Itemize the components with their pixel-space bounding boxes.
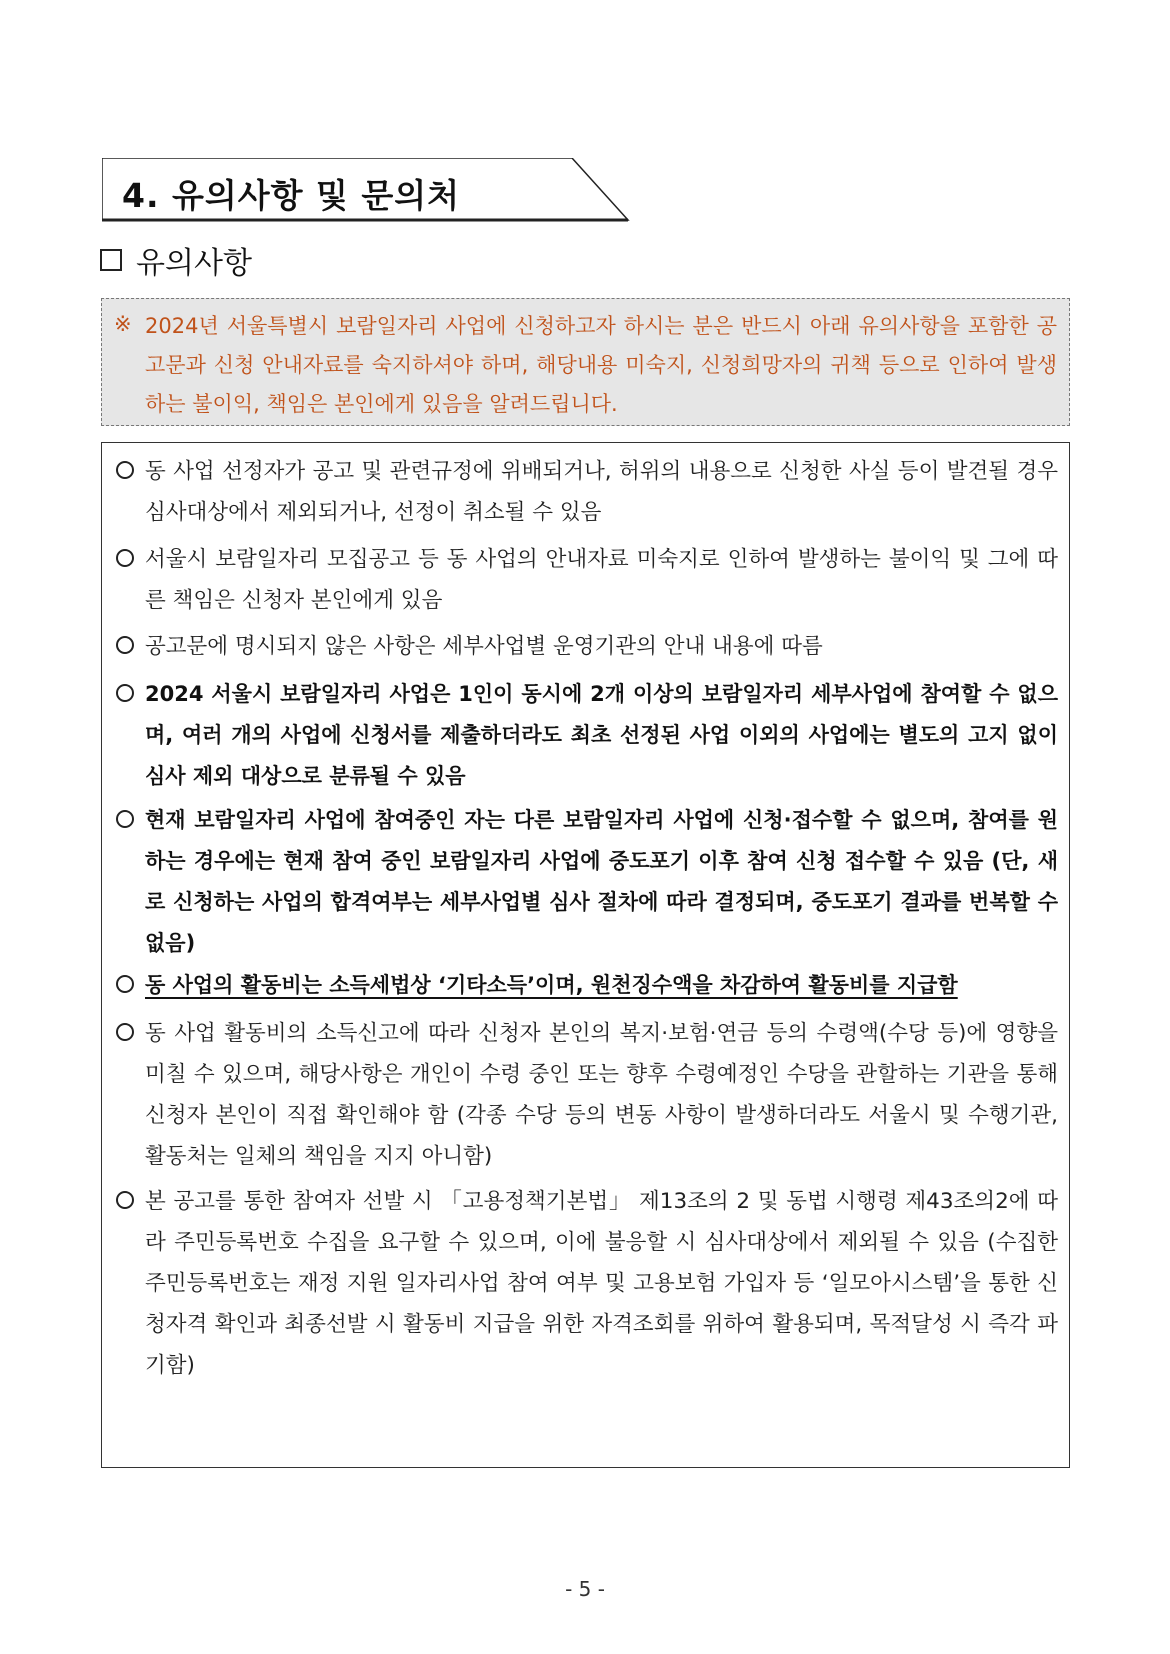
list-item (112, 965, 1058, 1006)
list-item (112, 539, 1058, 621)
list-item (112, 626, 1058, 667)
circle-bullet-icon (116, 975, 134, 993)
list-item (112, 451, 1058, 533)
circle-bullet-icon (116, 1023, 134, 1041)
circle-bullet-icon (116, 684, 134, 702)
sub-heading (100, 238, 252, 282)
section-header (102, 158, 630, 224)
list-item-text: 동 사업의 활동비는 소득세법상 ‘기타소득’이며, 원천징수액을 차감하여 활동비를 지급함 (145, 973, 958, 997)
circle-bullet-icon (116, 1191, 134, 1209)
list-item-text: 현재 보람일자리 사업에 참여중인 자는 다른 보람일자리 사업에 신청·접수할 수 없으며, 참여를 원하는 경우에는 현재 참여 중인 보람일자리 사업에 중도포기 이후 참여 신청 접수할 수 있음 (단, 새로 신청하는 사업의 합격여부는 세부사업별 심사 절차에 따라 결정되며, 중도포기 결과를 번복할 수 없음) (145, 808, 1058, 955)
circle-bullet-icon (116, 549, 134, 567)
notice-box (101, 298, 1070, 426)
section-title: 4. 유의사항 및 문의처 (122, 176, 460, 215)
page-number: - 5 - (565, 1577, 605, 1601)
precautions-list (101, 442, 1070, 1468)
list-item (112, 1181, 1058, 1386)
notice-text: 2024년 서울특별시 보람일자리 사업에 신청하고자 하시는 분은 반드시 아래 유의사항을 포함한 공고문과 신청 안내자료를 숙지하셔야 하며, 해당내용 미숙지, 신청희망자의 귀책 등으로 인하여 발생하는 불이익, 책임은 본인에게 있음을 알려드립니다. (145, 314, 1057, 416)
list-item-text: 공고문에 명시되지 않은 사항은 세부사업별 운영기관의 안내 내용에 따름 (145, 634, 823, 659)
circle-bullet-icon (116, 810, 134, 828)
reference-mark-icon: ※ (114, 312, 132, 336)
list-item (112, 800, 1058, 964)
list-item-text: 동 사업 활동비의 소득신고에 따라 신청자 본인의 복지·보험·연금 등의 수령액(수당 등)에 영향을 미칠 수 있으며, 해당사항은 개인이 수령 중인 또는 향후 수령예정인 수당을 관할하는 기관을 통해 신청자 본인이 직접 확인해야 함 (각종 수당 등의 변동 사항이 발생하더라도 서울시 및 수행기관, 활동처는 일체의 책임을 지지 아니함) (145, 1021, 1058, 1169)
list-item-text: 동 사업 선정자가 공고 및 관련규정에 위배되거나, 허위의 내용으로 신청한 사실 등이 발견될 경우 심사대상에서 제외되거나, 선정이 취소될 수 있음 (145, 459, 1058, 525)
list-item-text: 2024 서울시 보람일자리 사업은 1인이 동시에 2개 이상의 보람일자리 세부사업에 참여할 수 없으며, 여러 개의 사업에 신청서를 제출하더라도 최초 선정된 사업 이외의 사업에는 별도의 고지 없이 심사 제외 대상으로 분류될 수 있음 (145, 682, 1058, 788)
sub-heading-text: 유의사항 (136, 246, 252, 281)
circle-bullet-icon (116, 461, 134, 479)
list-item (112, 674, 1058, 797)
list-item-text: 서울시 보람일자리 모집공고 등 동 사업의 안내자료 미숙지로 인하여 발생하는 불이익 및 그에 따른 책임은 신청자 본인에게 있음 (145, 547, 1058, 613)
checkbox-icon (100, 249, 122, 271)
circle-bullet-icon (116, 636, 134, 654)
list-item-text: 본 공고를 통한 참여자 선발 시 「고용정책기본법」 제13조의 2 및 동법 시행령 제43조의2에 따라 주민등록번호 수집을 요구할 수 있으며, 이에 불응할 시 심사대상에서 제외될 수 있음 (수집한 주민등록번호는 재정 지원 일자리사업 참여 여부 및 고용보험 가입자 등 ‘일모아시스템’을 통한 신청자격 확인과 최종선발 시 활동비 지급을 위한 자격조회를 위하여 활용되며, 목적달성 시 즉각 파기함) (145, 1189, 1058, 1378)
list-item (112, 1013, 1058, 1177)
